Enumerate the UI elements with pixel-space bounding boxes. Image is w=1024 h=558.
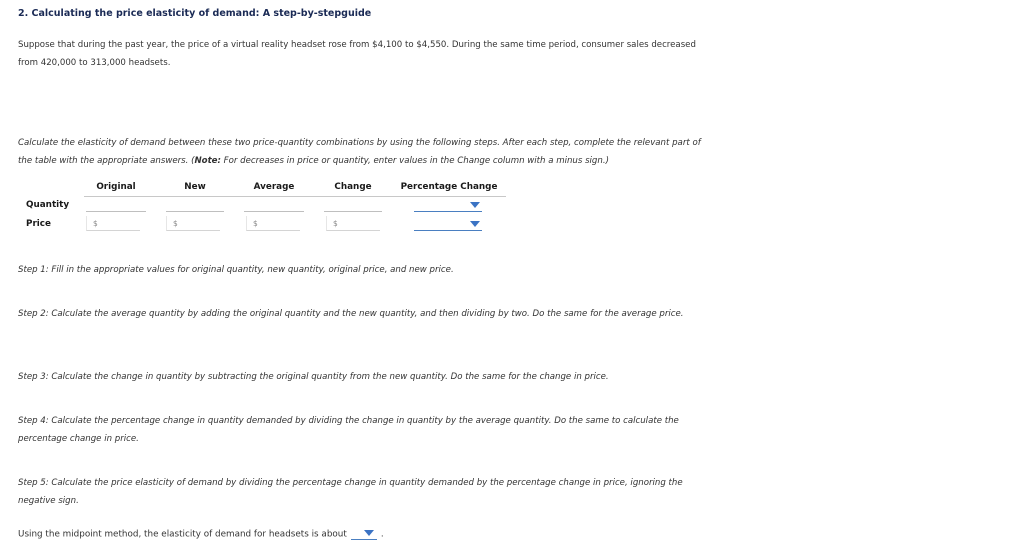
step-1: Step 1: Fill in the appropriate values for original quantity, new quantity, original price, and new price.: [18, 265, 454, 275]
instructions-paragraph: [18, 134, 708, 170]
row-label-price: Price: [26, 219, 51, 229]
quantity-percentage-change-dropdown[interactable]: [414, 198, 482, 212]
final-suffix: .: [380, 529, 384, 540]
final-answer-line: [18, 528, 384, 540]
step-4: Step 4: Calculate the percentage change in quantity demanded by dividing the change in quantity by the average quantity. Do the same to calculate the percentage change in price.: [18, 416, 679, 444]
quantity-new-input[interactable]: [166, 198, 224, 212]
final-prefix: Using the midpoint method, the elasticity of demand for headsets is about: [18, 529, 347, 540]
currency-symbol: $: [253, 219, 258, 228]
quantity-change-input[interactable]: [324, 198, 382, 212]
price-average-field[interactable]: [246, 216, 300, 231]
header-original: Original: [96, 182, 136, 192]
step-2: Step 2: Calculate the average quantity by adding the original quantity and the new quantity, and then dividing by two. Do the same for the average price.: [18, 309, 684, 319]
price-percentage-change-dropdown[interactable]: [414, 217, 482, 231]
header-average: Average: [253, 182, 295, 192]
row-label-quantity: Quantity: [26, 200, 70, 210]
instructions-main: Calculate the elasticity of demand between these two price-quantity combinations by using the following steps. After each step, complete the relevant part of the table with the appropriate answers. (: [18, 138, 701, 166]
header-change: Change: [334, 182, 372, 192]
chevron-down-icon: [470, 221, 480, 227]
intro-paragraph: Suppose that during the past year, the price of a virtual reality headset rose from $4,100 to $4,550. During the same time period, consumer sales decreased from 420,000 to 313,000 headsets.: [18, 40, 696, 68]
price-new-field[interactable]: [166, 216, 220, 231]
question-title: 2. Calculating the price elasticity of demand: A step-by-stepguide: [18, 8, 372, 19]
header-new: New: [184, 182, 206, 192]
step-3: Step 3: Calculate the change in quantity by subtracting the original quantity from the new quantity. Do the same for the change in price.: [18, 372, 609, 382]
instructions-note: For decreases in price or quantity, enter values in the Change column with a minus sign.): [220, 156, 609, 166]
table-header-divider: [84, 196, 506, 197]
currency-symbol: $: [93, 219, 98, 228]
step-5: Step 5: Calculate the price elasticity of demand by dividing the percentage change in quantity demanded by the percentage change in price, ignoring the negative sign.: [18, 478, 683, 506]
chevron-down-icon: [364, 530, 374, 536]
quantity-average-input[interactable]: [244, 198, 304, 212]
currency-symbol: $: [173, 219, 178, 228]
chevron-down-icon: [470, 202, 480, 208]
price-original-field[interactable]: [86, 216, 140, 231]
quantity-original-input[interactable]: [86, 198, 146, 212]
price-change-field[interactable]: [326, 216, 380, 231]
elasticity-dropdown[interactable]: [351, 528, 377, 540]
instructions-note-label: Note:: [194, 156, 221, 166]
currency-symbol: $: [333, 219, 338, 228]
header-percentage-change: Percentage Change: [400, 182, 498, 192]
